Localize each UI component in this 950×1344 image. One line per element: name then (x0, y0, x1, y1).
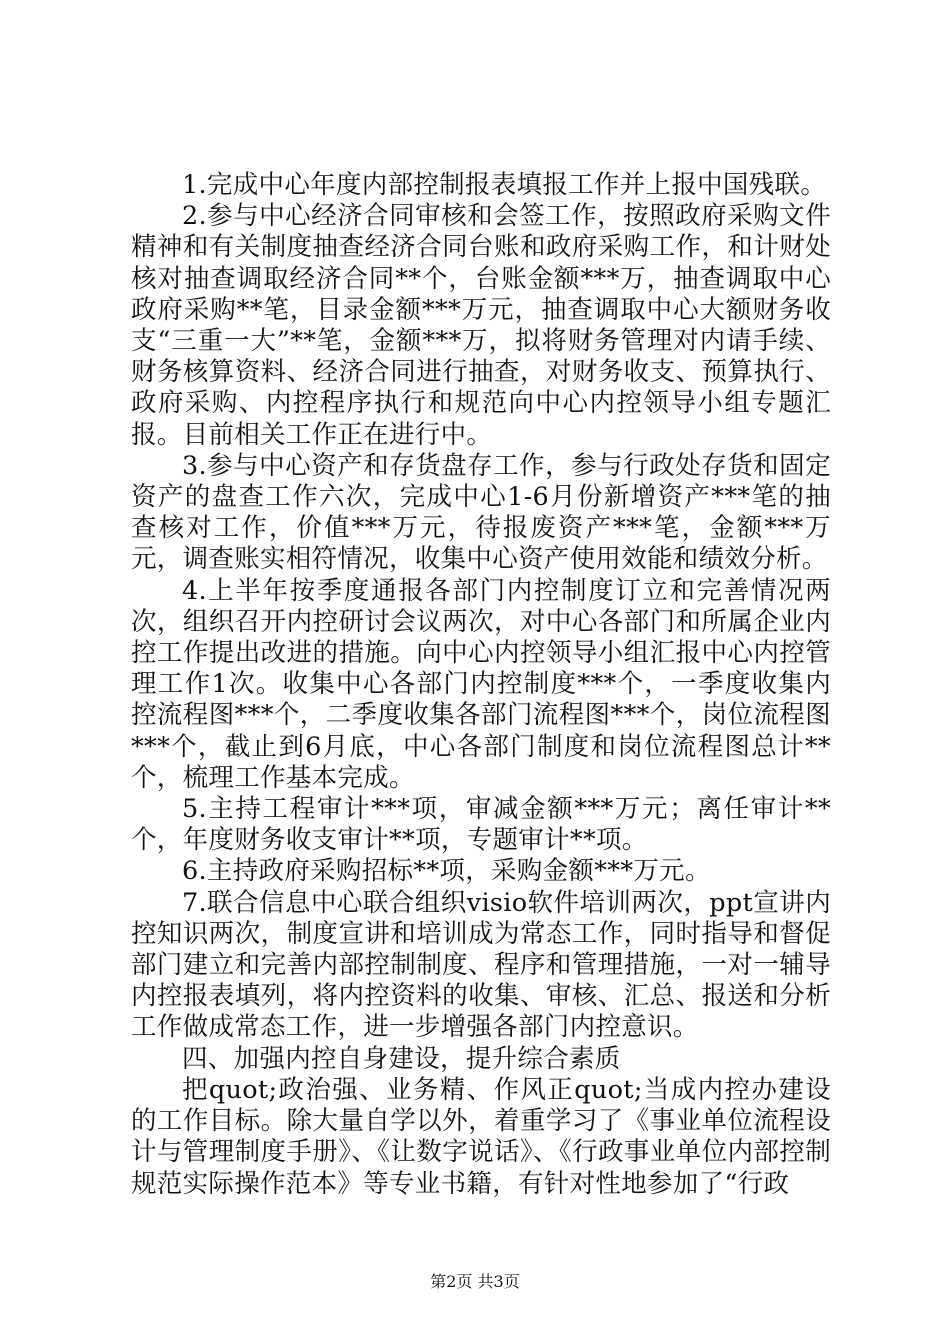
paragraph-item-2: 2.参与中心经济合同审核和会签工作，按照政府采购文件精神和有关制度抽查经济合同台账和政府采购工作，和计财处核对抽查调取经济合同**个，台账金额***万，抽查调取中心政府采购**笔，目录金额***万元，抽查调取中心大额财务收支“三重一大”**笔，金额***万，拟将财务管理对内请手续、财务核算资料、经济合同进行抽查，对财务收支、预算执行、政府采购、内控程序执行和规范向中心内控领导小组专题汇报。目前相关工作正在进行中。 (131, 201, 831, 450)
paragraph-item-6: 6.主持政府采购招标**项，采购金额***万元。 (182, 856, 711, 887)
section-heading: 四、加强内控自身建设，提升综合素质 (182, 1043, 621, 1074)
document-body (131, 170, 831, 1200)
paragraph-item-7: 7.联合信息中心联合组织visio软件培训两次，ppt宣讲内控知识两次，制度宣讲和培训成为常态工作，同时指导和督促部门建立和完善内部控制制度、程序和管理措施，一对一辅导内控报表填列，将内控资料的收集、审核、汇总、报送和分析工作做成常态工作，进一步增强各部门内控意识。 (131, 887, 831, 1043)
paragraph-item-5: 5.主持工程审计***项，审减金额***万元；离任审计**个，年度财务收支审计**项，专题审计**项。 (131, 794, 831, 856)
paragraph-item-1: 1.完成中心年度内部控制报表填报工作并上报中国残联。 (182, 170, 827, 200)
page-number-footer: 第2页 共3页 (430, 1272, 520, 1291)
paragraph-item-3: 3.参与中心资产和存货盘存工作，参与行政处存货和固定资产的盘查工作六次，完成中心1-6月份新增资产***笔的抽查核对工作，价值***万元，待报废资产***笔，金额***万元，调查账实相符情况，收集中心资产使用效能和绩效分析。 (131, 450, 831, 575)
paragraph-item-4: 4.上半年按季度通报各部门内控制度订立和完善情况两次，组织召开内控研讨会议两次，对中心各部门和所属企业内控工作提出改进的措施。向中心内控领导小组汇报中心内控管理工作1次。收集中心各部门内控制度***个，一季度收集内控流程图***个，二季度收集各部门流程图***个，岗位流程图***个，截止到6月底，中心各部门制度和岗位流程图总计**个，梳理工作基本完成。 (131, 575, 831, 793)
paragraph-item-8: 把quot;政治强、业务精、作风正quot;当成内控办建设的工作目标。除大量自学以外，着重学习了《事业单位流程设计与管理制度手册》、《让数字说话》、《行政事业单位内部控制规范实际操作范本》等专业书籍，有针对性地参加了“行政 (131, 1074, 831, 1199)
